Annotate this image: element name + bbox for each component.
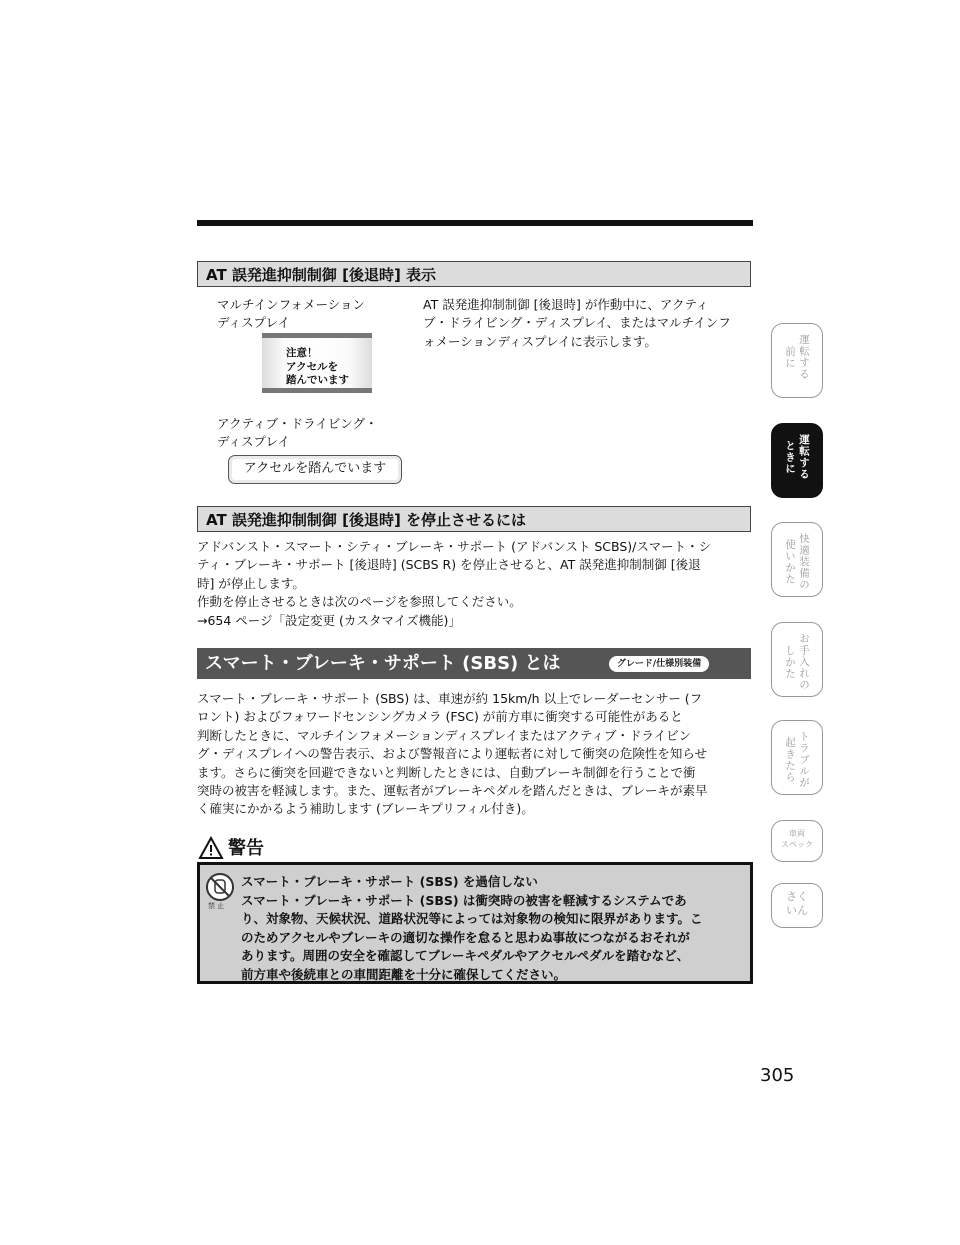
grade-badge: グレード/仕様別装備 (609, 656, 709, 672)
side-tab-label: お手入れの しかた (784, 633, 810, 691)
section3-body: スマート・ブレーキ・サポート (SBS) は、車速が約 15km/h 以上でレーダーセンサー (フ ロント) およびフォワードセンシングカメラ (FSC) が前方車に衝突する可能性があると 判断したときに、マルチインフォメーションディスプレイまたはアクティブ・ドライビン グ・ディスプレイへの警告表示、および警報音により運転者に対して衝突の危険性を知らせ ます。さらに衝突を回避できないと判断したときには、自動ブレーキ制御を行うことで衝 突時の被害を軽減します。また、運転者がブレーキペダルを踏んだときは、ブレーキが素早 く確実にかかるよう補助します (ブレーキプリフィル付き)。 (197, 691, 708, 817)
side-tab-vehicle-specs[interactable] (771, 820, 823, 862)
side-tab-label: 運転する ときに (784, 434, 810, 480)
side-tab-label: 運転する 前に (784, 334, 810, 380)
prohibit-label: 禁 止 (208, 902, 225, 910)
side-tab-label: 車両 スペック (781, 829, 813, 849)
section-heading-stop: AT 誤発進抑制制御 [後退時] を停止させるには (197, 506, 751, 532)
side-tab-index[interactable] (771, 883, 823, 928)
warning-title: 警告 (228, 838, 264, 859)
warning-text: スマート・ブレーキ・サポート (SBS) を過信しない スマート・ブレーキ・サポート (SBS) は衝突時の被害を軽減するシステムであ り、対象物、天候状況、道路状況等によっては対象物の検知に限界があります。こ のためアクセルやブレーキの適切な操作を怠ると思わぬ事故につながるおそれが あります。周囲の安全を確認してブレーキペダルやアクセルペダルを踏むなど、 前方車や後続車との車間距離を十分に確保してください。 (241, 874, 703, 982)
side-tab-while-driving[interactable] (771, 423, 823, 498)
side-tab-label: 快適装備の 使いかた (784, 533, 810, 591)
active-driving-display-message: アクセルを踏んでいます (228, 455, 402, 484)
page-number: 305 (760, 1065, 795, 1086)
side-tab-comfort-features[interactable] (771, 522, 823, 597)
section2-body: アドバンスト・スマート・シティ・ブレーキ・サポート (アドバンスト SCBS)/スマート・シ ティ・ブレーキ・サポート [後退時] (SCBS R) を停止させると、AT 誤発進抑制制御 [後退 時] が停止します。 作動を停止させるときは次のページを参照してください。 →654 ページ「設定変更 (カスタマイズ機能)」 (197, 539, 712, 628)
label-multi-info-display: マルチインフォメーション ディスプレイ (217, 297, 366, 330)
label-active-driving-display: アクティブ・ドライビング・ ディスプレイ (217, 416, 378, 449)
side-tab-before-driving[interactable] (771, 323, 823, 398)
section-heading-display: AT 誤発進抑制制御 [後退時] 表示 (197, 261, 751, 287)
side-tab-label: さく いん (786, 890, 808, 917)
warning-triangle-icon (198, 836, 224, 860)
multi-info-display-message: 注意！ アクセルを 踏んでいます (286, 347, 349, 386)
prohibit-hand-icon (205, 872, 235, 902)
section1-description: AT 誤発進抑制制御 [後退時] が作動中に、アクティ ブ・ドライビング・ディスプレイ、またはマルチインフ ォメーションディスプレイに表示します。 (423, 297, 731, 349)
side-tab-troubleshooting[interactable] (771, 720, 823, 795)
side-tab-label: トラブルが 起きたら (784, 731, 810, 789)
section-heading-sbs: スマート・ブレーキ・サポート (SBS) とは (197, 648, 751, 679)
top-rule (197, 220, 753, 226)
side-tab-maintenance[interactable] (771, 622, 823, 697)
